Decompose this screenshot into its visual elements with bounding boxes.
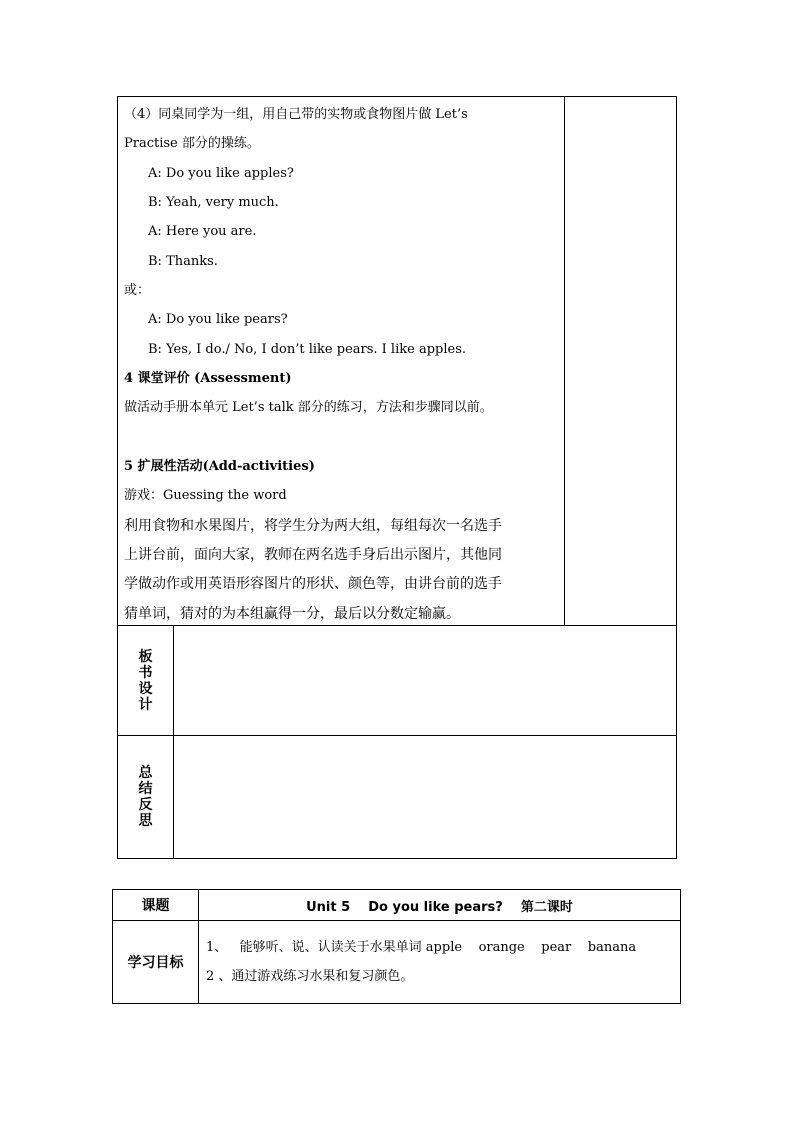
topic-value: Unit 5 Do you like pears? 第二课时 (199, 890, 681, 921)
summary-content (174, 736, 677, 859)
game-description-line: 猜单词，猜对的为本组赢得一分，最后以分数定输赢。 (124, 606, 460, 622)
goal-label: 学习目标 (113, 921, 199, 1004)
activity-line: （4）同桌同学为一组，用自己带的实物或食物图片做 Let’s (124, 107, 468, 122)
goal-content (199, 921, 681, 1004)
dialogue-line: A: Do you like apples? (148, 166, 294, 181)
lesson-info-table (112, 889, 681, 1004)
board-design-label: 板 书 设 计 (118, 626, 174, 736)
assessment-heading: 4 课堂评价 (Assessment) (124, 371, 292, 386)
topic-label: 课题 (113, 890, 199, 921)
dialogue-line: B: Thanks. (148, 254, 218, 269)
dialogue-line: B: Yes, I do./ No, I don’t like pears. I like apples. (148, 342, 466, 357)
assessment-text: 做活动手册本单元 Let’s talk 部分的练习，方法和步骤同以前。 (124, 400, 493, 415)
summary-label: 总 结 反 思 (118, 736, 174, 859)
game-title: 游戏：Guessing the word (124, 488, 287, 503)
game-description-line: 利用食物和水果图片，将学生分为两大组，每组每次一名选手 (124, 518, 502, 534)
dialogue-line: A: Here you are. (148, 224, 257, 239)
dialogue-line: A: Do you like pears? (148, 312, 288, 327)
activity-line: Practise 部分的操练。 (124, 136, 260, 151)
activity-line: 或： (124, 283, 151, 298)
dialogue-line: B: Yeah, very much. (148, 195, 279, 210)
add-activities-heading: 5 扩展性活动(Add-activities) (124, 459, 315, 474)
board-design-content (174, 626, 677, 736)
goal-line: 1、 能够听、说、认读关于水果单词 apple orange pear banana (206, 940, 637, 955)
game-description-line: 学做动作或用英语形容图片的形状、颜色等，由讲台前的选手 (124, 576, 502, 592)
game-description-line: 上讲台前，面向大家，教师在两名选手身后出示图片，其他同 (124, 547, 502, 563)
notes-cell (565, 97, 677, 626)
goal-line: 2 、通过游戏练习水果和复习颜色。 (206, 969, 414, 984)
